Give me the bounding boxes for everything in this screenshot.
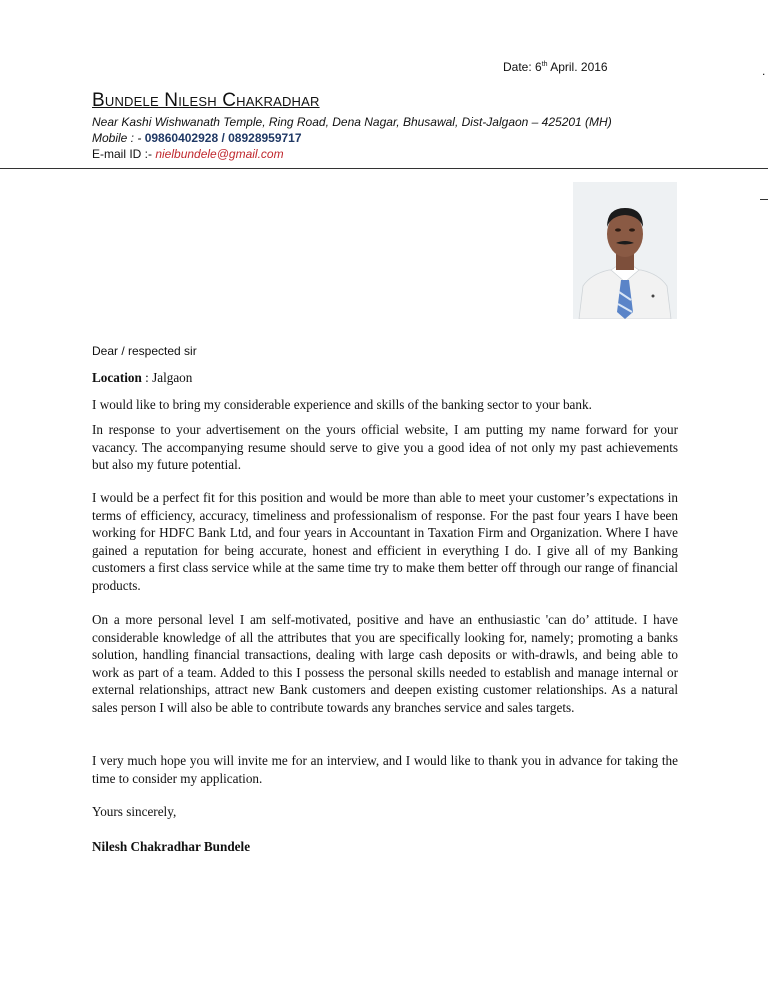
mobile-line (92, 131, 302, 145)
location-value: : Jalgaon (141, 370, 193, 385)
right-edge-divider (760, 199, 768, 200)
letter-date: Date: 6th April. 2016 (503, 60, 608, 74)
intro-paragraph: I would like to bring my considerable experience and skills of the banking sector to your bank. (92, 397, 592, 412)
location-line (92, 369, 678, 387)
salutation: Dear / respected sir (92, 344, 197, 358)
applicant-name-heading: Bundele Nilesh Chakradhar (92, 90, 320, 111)
photo-eye-left (615, 228, 621, 231)
header-divider (0, 168, 768, 169)
location-label: Location (92, 370, 142, 385)
body-paragraph-4: I very much hope you will invite me for an interview, and I would like to thank you in advance for taking the time to consider my application. (92, 753, 678, 786)
edge-mark: . (762, 64, 766, 78)
photo-pocket-pen (652, 295, 655, 298)
body-paragraph-1: In response to your advertisement on the yours official website, I am putting my name forward for your vacancy. The accompanying resume should serve to give you a good idea of not only my past achievements but also my future potential. (92, 422, 678, 472)
body-paragraph-3: On a more personal level I am self-motivated, positive and have an enthusiastic 'can do’ attitude. I have considerable knowledge of all the attributes that you are specifically looking for, namely; promoting a banks solution, handling financial transactions, dealing with large cash deposits or with-drawls, and being able to work as part of a team. Added to this I possess the personal skills needed to establish and manage internal or external relationships, attract new Bank customers and deepen existing customer relationships. As a natural sales person I will also be able to contribute towards any branches service and sales targets. (92, 612, 678, 715)
mobile-label: Mobile : - (92, 131, 142, 145)
email-line (92, 147, 284, 161)
applicant-photo (573, 182, 677, 319)
photo-eye-right (629, 228, 635, 231)
signature: Nilesh Chakradhar Bundele (92, 839, 251, 854)
address-line: Near Kashi Wishwanath Temple, Ring Road, Dena Nagar, Bhusawal, Dist-Jalgaon – 425201 (MH) (92, 115, 612, 129)
email-label: E-mail ID :- (92, 147, 152, 161)
body-paragraph-2: I would be a perfect fit for this position and would be more than able to meet your customer’s expectations in terms of efficiency, accuracy, timeliness and professionalism of response. For the past four years I have been working for HDFC Bank Ltd, and four years in Accountant in Taxation Firm and Organization. Where I have gained a reputation for being accurate, honest and efficient in everything I do. I give all of my Banking customers a first class service while at the same time try to make them better off through our range of financial products. (92, 490, 678, 593)
email-link[interactable]: nielbundele@gmail.com (155, 147, 284, 161)
mobile-numbers: 09860402928 / 08928959717 (144, 131, 302, 145)
closing: Yours sincerely, (92, 804, 177, 819)
